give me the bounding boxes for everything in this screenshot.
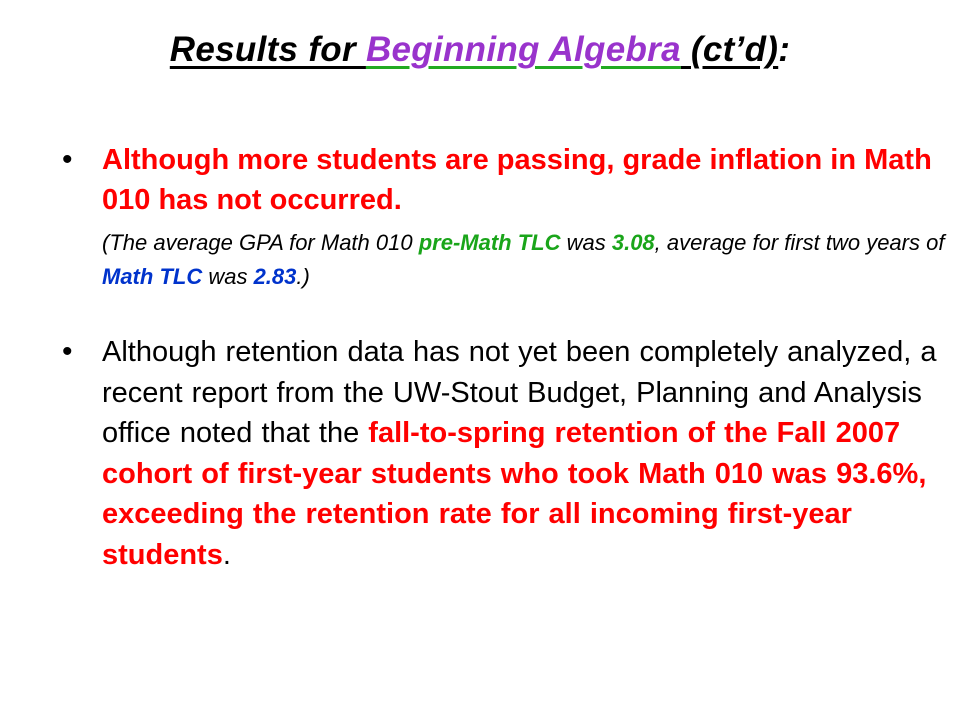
gpa-note (102, 226, 952, 294)
title-colon: : (778, 30, 791, 69)
math-tlc-gpa-value: 2.83 (253, 264, 297, 289)
retention-plain-text: Although retention data has not yet been completely analyzed, a recent report from the UW-Stout Budget, Planning and Analysis office noted that the (102, 336, 937, 449)
title-suffix: (ct’d) (680, 30, 779, 69)
gpa-note-part: (The average GPA for Math 010 (102, 230, 419, 255)
retention-highlight-text: fall-to-spring retention of the Fall 2007 cohort of first-year students who took Math 010 was 93.6%, exceeding the retention rate for all incoming first-year students (102, 417, 927, 571)
gpa-note-part: was (202, 264, 254, 289)
slide-title (0, 30, 960, 70)
pre-tlc-gpa-value: 3.08 (611, 230, 655, 255)
gpa-note-part: , average for first two years of (654, 230, 945, 255)
gpa-note-part: was (560, 230, 612, 255)
pre-math-tlc-label: pre-Math TLC (418, 230, 561, 255)
bullet-retention (62, 332, 952, 575)
bullet-grade-inflation-text: Although more students are passing, grade inflation in Math 010 has not occurred. (102, 144, 932, 216)
bullet-list (62, 140, 952, 575)
gpa-note-part: .) (296, 264, 310, 289)
title-course-name: Beginning Algebra (365, 30, 681, 69)
math-tlc-label: Math TLC (102, 264, 203, 289)
bullet-dot: • (62, 335, 73, 368)
bullet-retention-text (102, 332, 952, 575)
bullet-dot: • (62, 143, 73, 176)
bullet-grade-inflation (62, 140, 952, 294)
title-prefix: Results for (169, 30, 366, 69)
retention-end-period: . (222, 538, 231, 571)
